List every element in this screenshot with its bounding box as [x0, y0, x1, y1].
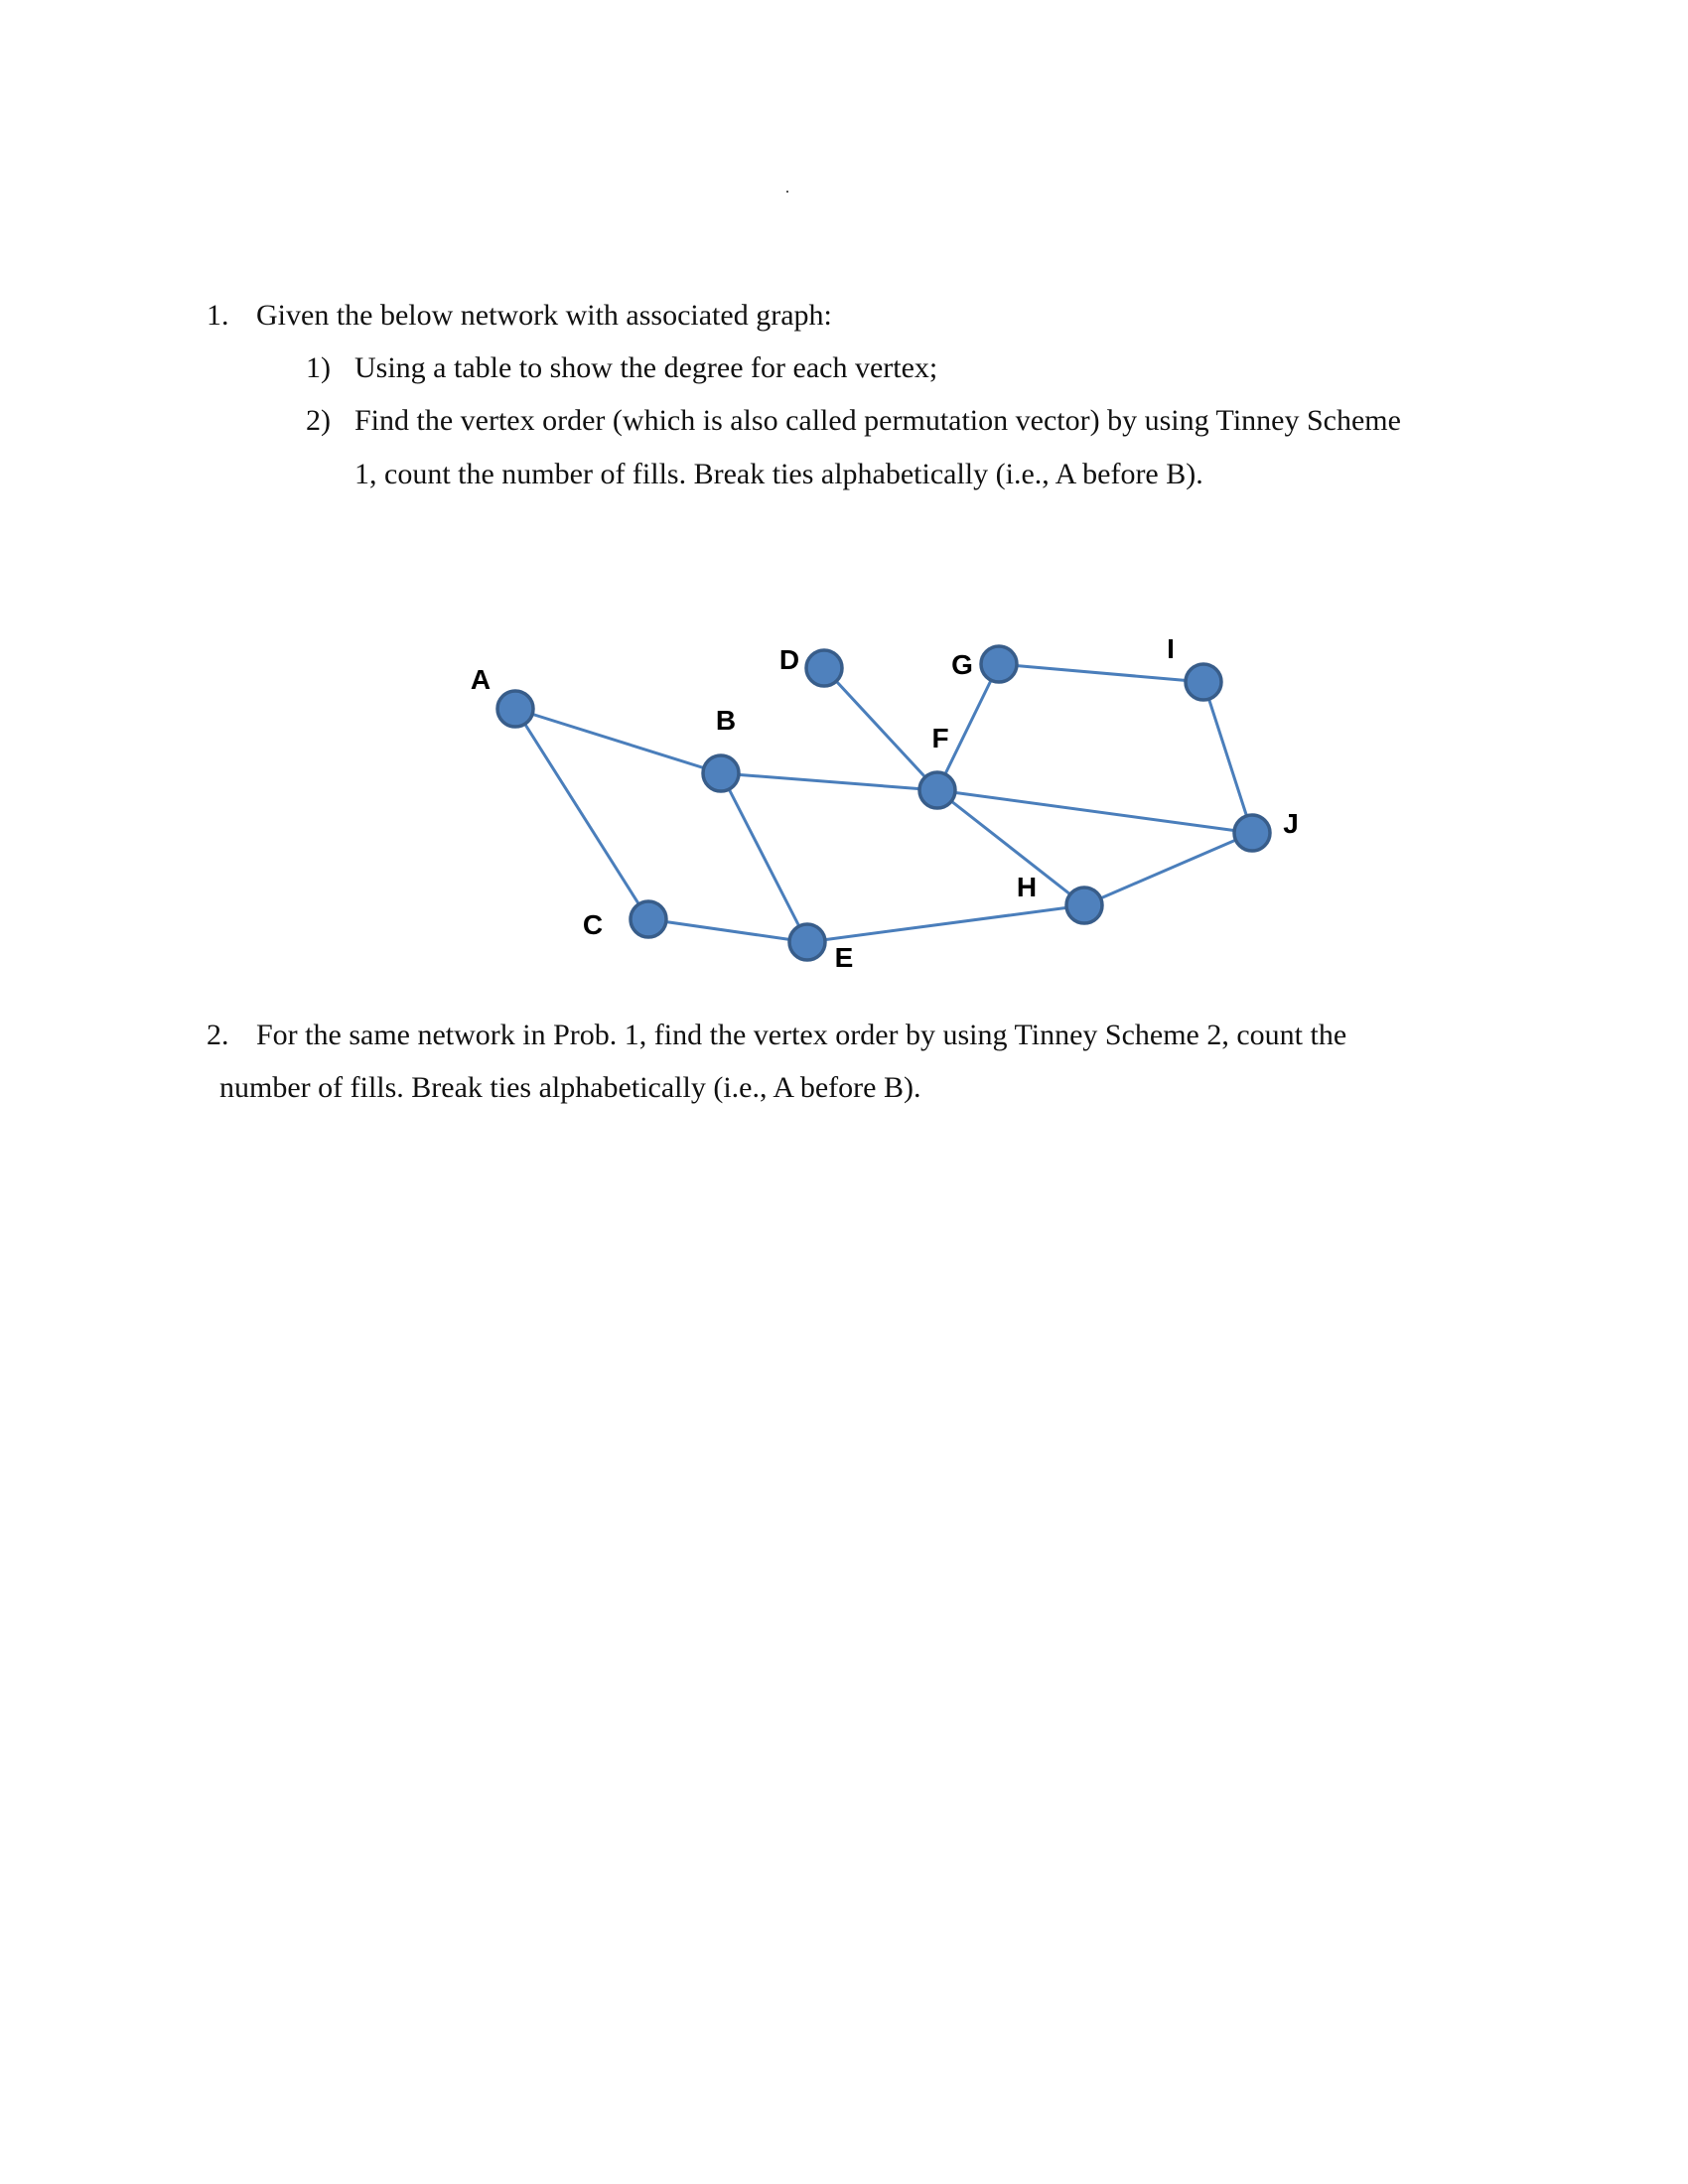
node-E: [789, 924, 825, 960]
q2-line2: number of fills. Break ties alphabetically (i.e., A before B).: [219, 1071, 921, 1104]
edge-I-J: [1203, 682, 1252, 833]
q2-number: 2.: [207, 1019, 229, 1051]
q1-item2-line2: 1, count the number of fills. Break ties alphabetically (i.e., A before B).: [354, 458, 1203, 490]
node-label-B: B: [715, 705, 737, 736]
edge-G-I: [999, 664, 1203, 682]
q2-line1: For the same network in Prob. 1, find the vertex order by using Tinney Scheme 2, count the: [256, 1019, 1347, 1051]
node-D: [806, 650, 842, 686]
node-B: [703, 755, 739, 791]
edge-A-B: [515, 709, 721, 773]
node-label-F: F: [931, 723, 949, 753]
q1-text: Given the below network with associated graph:: [256, 299, 832, 332]
node-F: [919, 772, 955, 808]
q1-number: 1.: [207, 299, 229, 332]
node-J: [1234, 815, 1270, 851]
node-label-I: I: [1167, 633, 1175, 664]
q1-item2-number: 2): [306, 404, 331, 437]
node-label-A: A: [470, 664, 492, 695]
edge-D-F: [824, 668, 937, 790]
node-G: [981, 646, 1017, 682]
q1-item2-line1: Find the vertex order (which is also called permutation vector) by using Tinney Scheme: [354, 404, 1401, 437]
node-label-J: J: [1283, 808, 1299, 839]
edge-B-E: [721, 773, 807, 942]
edge-C-E: [648, 919, 807, 942]
edge-B-F: [721, 773, 937, 790]
edge-E-H: [807, 905, 1084, 942]
node-C: [631, 901, 666, 937]
node-label-E: E: [834, 942, 854, 973]
edge-A-C: [515, 709, 648, 919]
node-label-D: D: [778, 644, 800, 675]
q1-item1-text: Using a table to show the degree for each vertex;: [354, 351, 938, 384]
node-label-C: C: [582, 909, 604, 940]
node-A: [497, 691, 533, 727]
node-H: [1066, 887, 1102, 923]
node-label-H: H: [1016, 872, 1038, 902]
q1-item1-number: 1): [306, 351, 331, 384]
edge-H-J: [1084, 833, 1252, 905]
node-label-G: G: [951, 649, 973, 680]
node-I: [1186, 664, 1221, 700]
